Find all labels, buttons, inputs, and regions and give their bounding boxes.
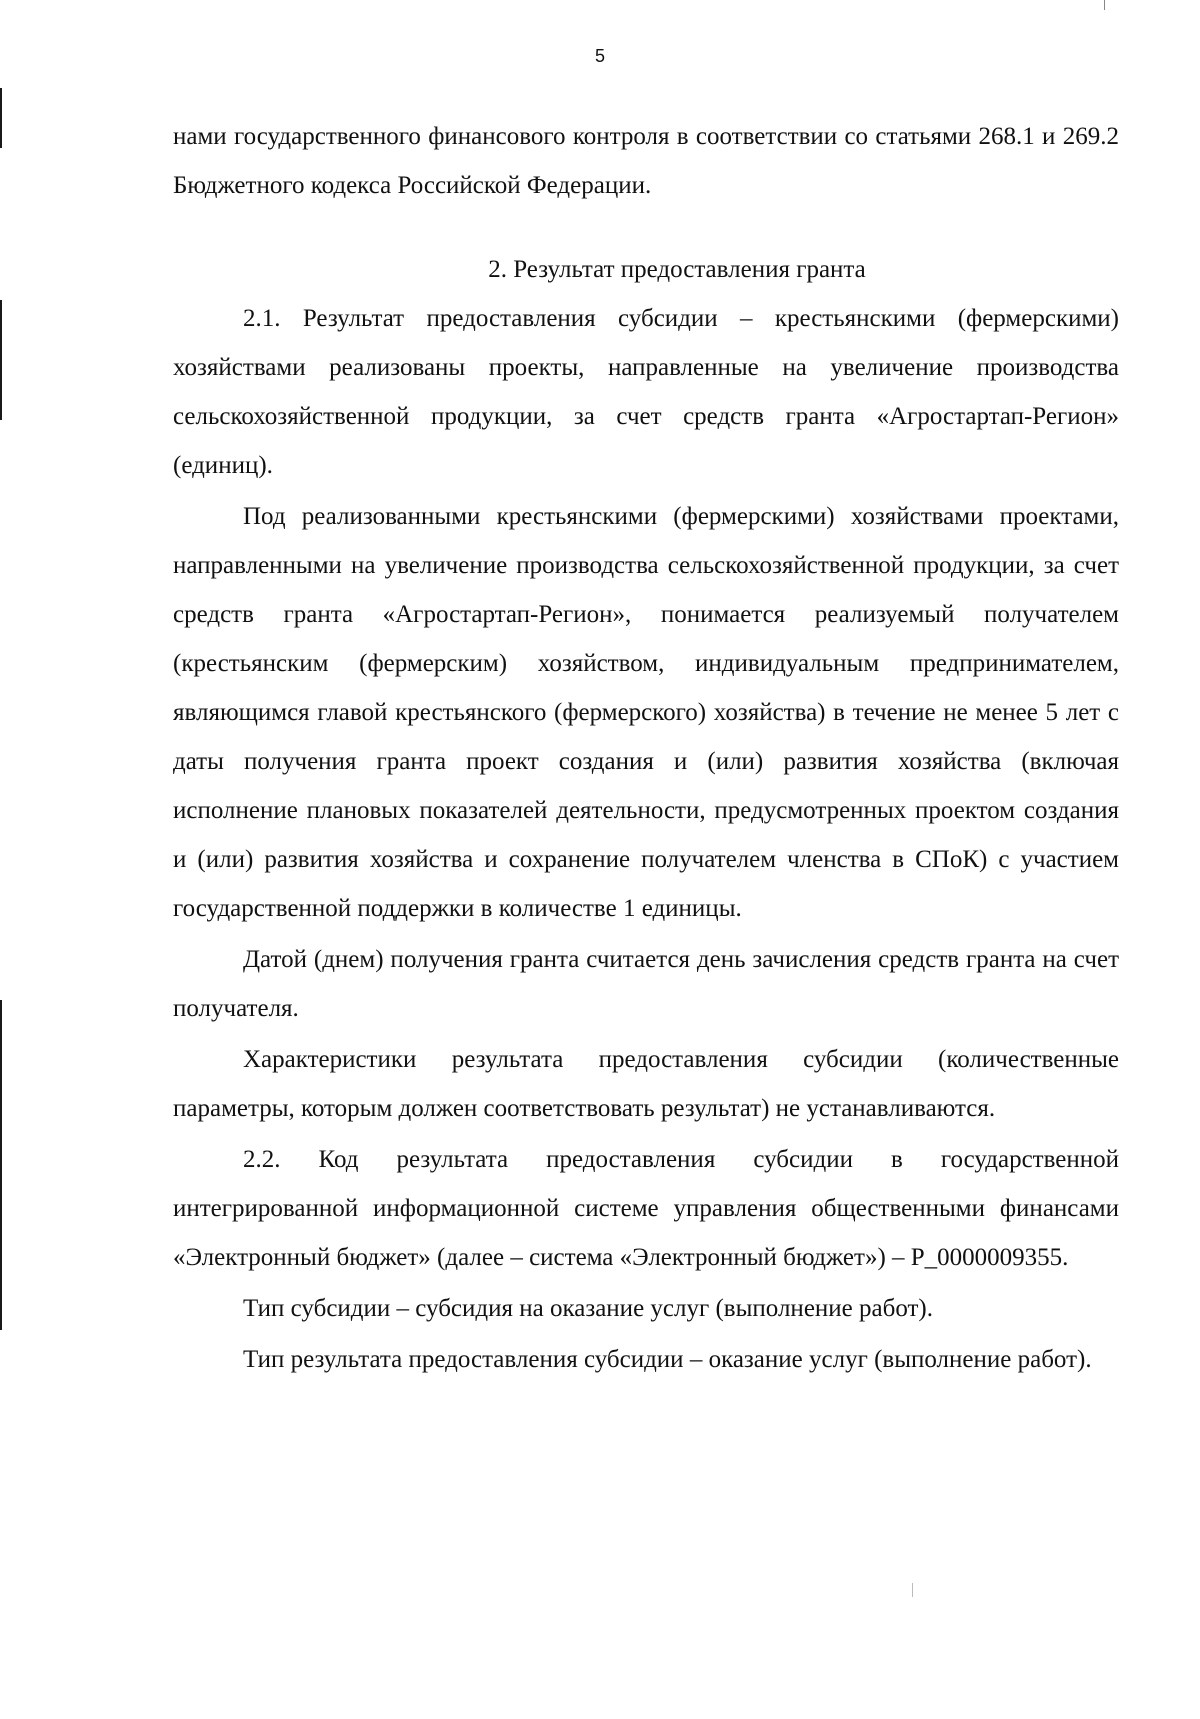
scan-edge-left-upper (0, 88, 2, 148)
section-heading: 2. Результат предоставления гранта (488, 256, 866, 283)
scan-mark-top (1104, 0, 1105, 10)
scan-mark-bottom (912, 1583, 913, 1597)
paragraph-characteristics: Характеристики результата предоставления субсидии (количественные параметры, которым должен соответствовать результат) не устанавливаются. (173, 1046, 1119, 1122)
paragraph-result-type: Тип результата предоставления субсидии – оказание услуг (выполнение работ). (243, 1346, 1092, 1373)
paragraph-continuation: нами государственного финансового контроля в соответствии со статьями 268.1 и 269.2 Бюджетного кодекса Российской Федерации. (173, 123, 1119, 199)
scan-edge-left-lower (0, 1000, 2, 1330)
document-body (173, 112, 1119, 1384)
paragraph-realized-projects: Под реализованными крестьянскими (фермерскими) хозяйствами проектами, направленными на увеличение производства сельскохозяйственной продукции, за счет средств гранта «Агростартап-Регион», понимается реализуемый получателем (крестьянским (фермерским) хозяйством, индивидуальным предпринимателем, являющимся главой крестьянского (фермерского) хозяйства) в течение не менее 5 лет с даты получения гранта проект создания и (или) развития хозяйства (включая исполнение плановых показателей деятельности, предусмотренных проектом создания и (или) развития хозяйства и сохранение получателем членства в СПоК) с участием государственной поддержки в количестве 1 единицы. (173, 503, 1119, 922)
scan-edge-left-middle (0, 300, 2, 420)
page-number: 5 (594, 46, 605, 66)
paragraph-2-2: 2.2. Код результата предоставления субсидии в государственной интегрированной информационной системе управления общественными финансами «Электронный бюджет» (далее – система «Электронный бюджет») – P_0000009355. (173, 1146, 1119, 1271)
paragraph-subsidy-type: Тип субсидии – субсидия на оказание услуг (выполнение работ). (243, 1295, 934, 1322)
paragraph-2-1: 2.1. Результат предоставления субсидии – крестьянскими (фермерскими) хозяйствами реализованы проекты, направленные на увеличение производства сельскохозяйственной продукции, за счет средств гранта «Агростартап-Регион» (единиц). (173, 305, 1119, 479)
paragraph-grant-date: Датой (днем) получения гранта считается день зачисления средств гранта на счет получателя. (173, 946, 1119, 1022)
